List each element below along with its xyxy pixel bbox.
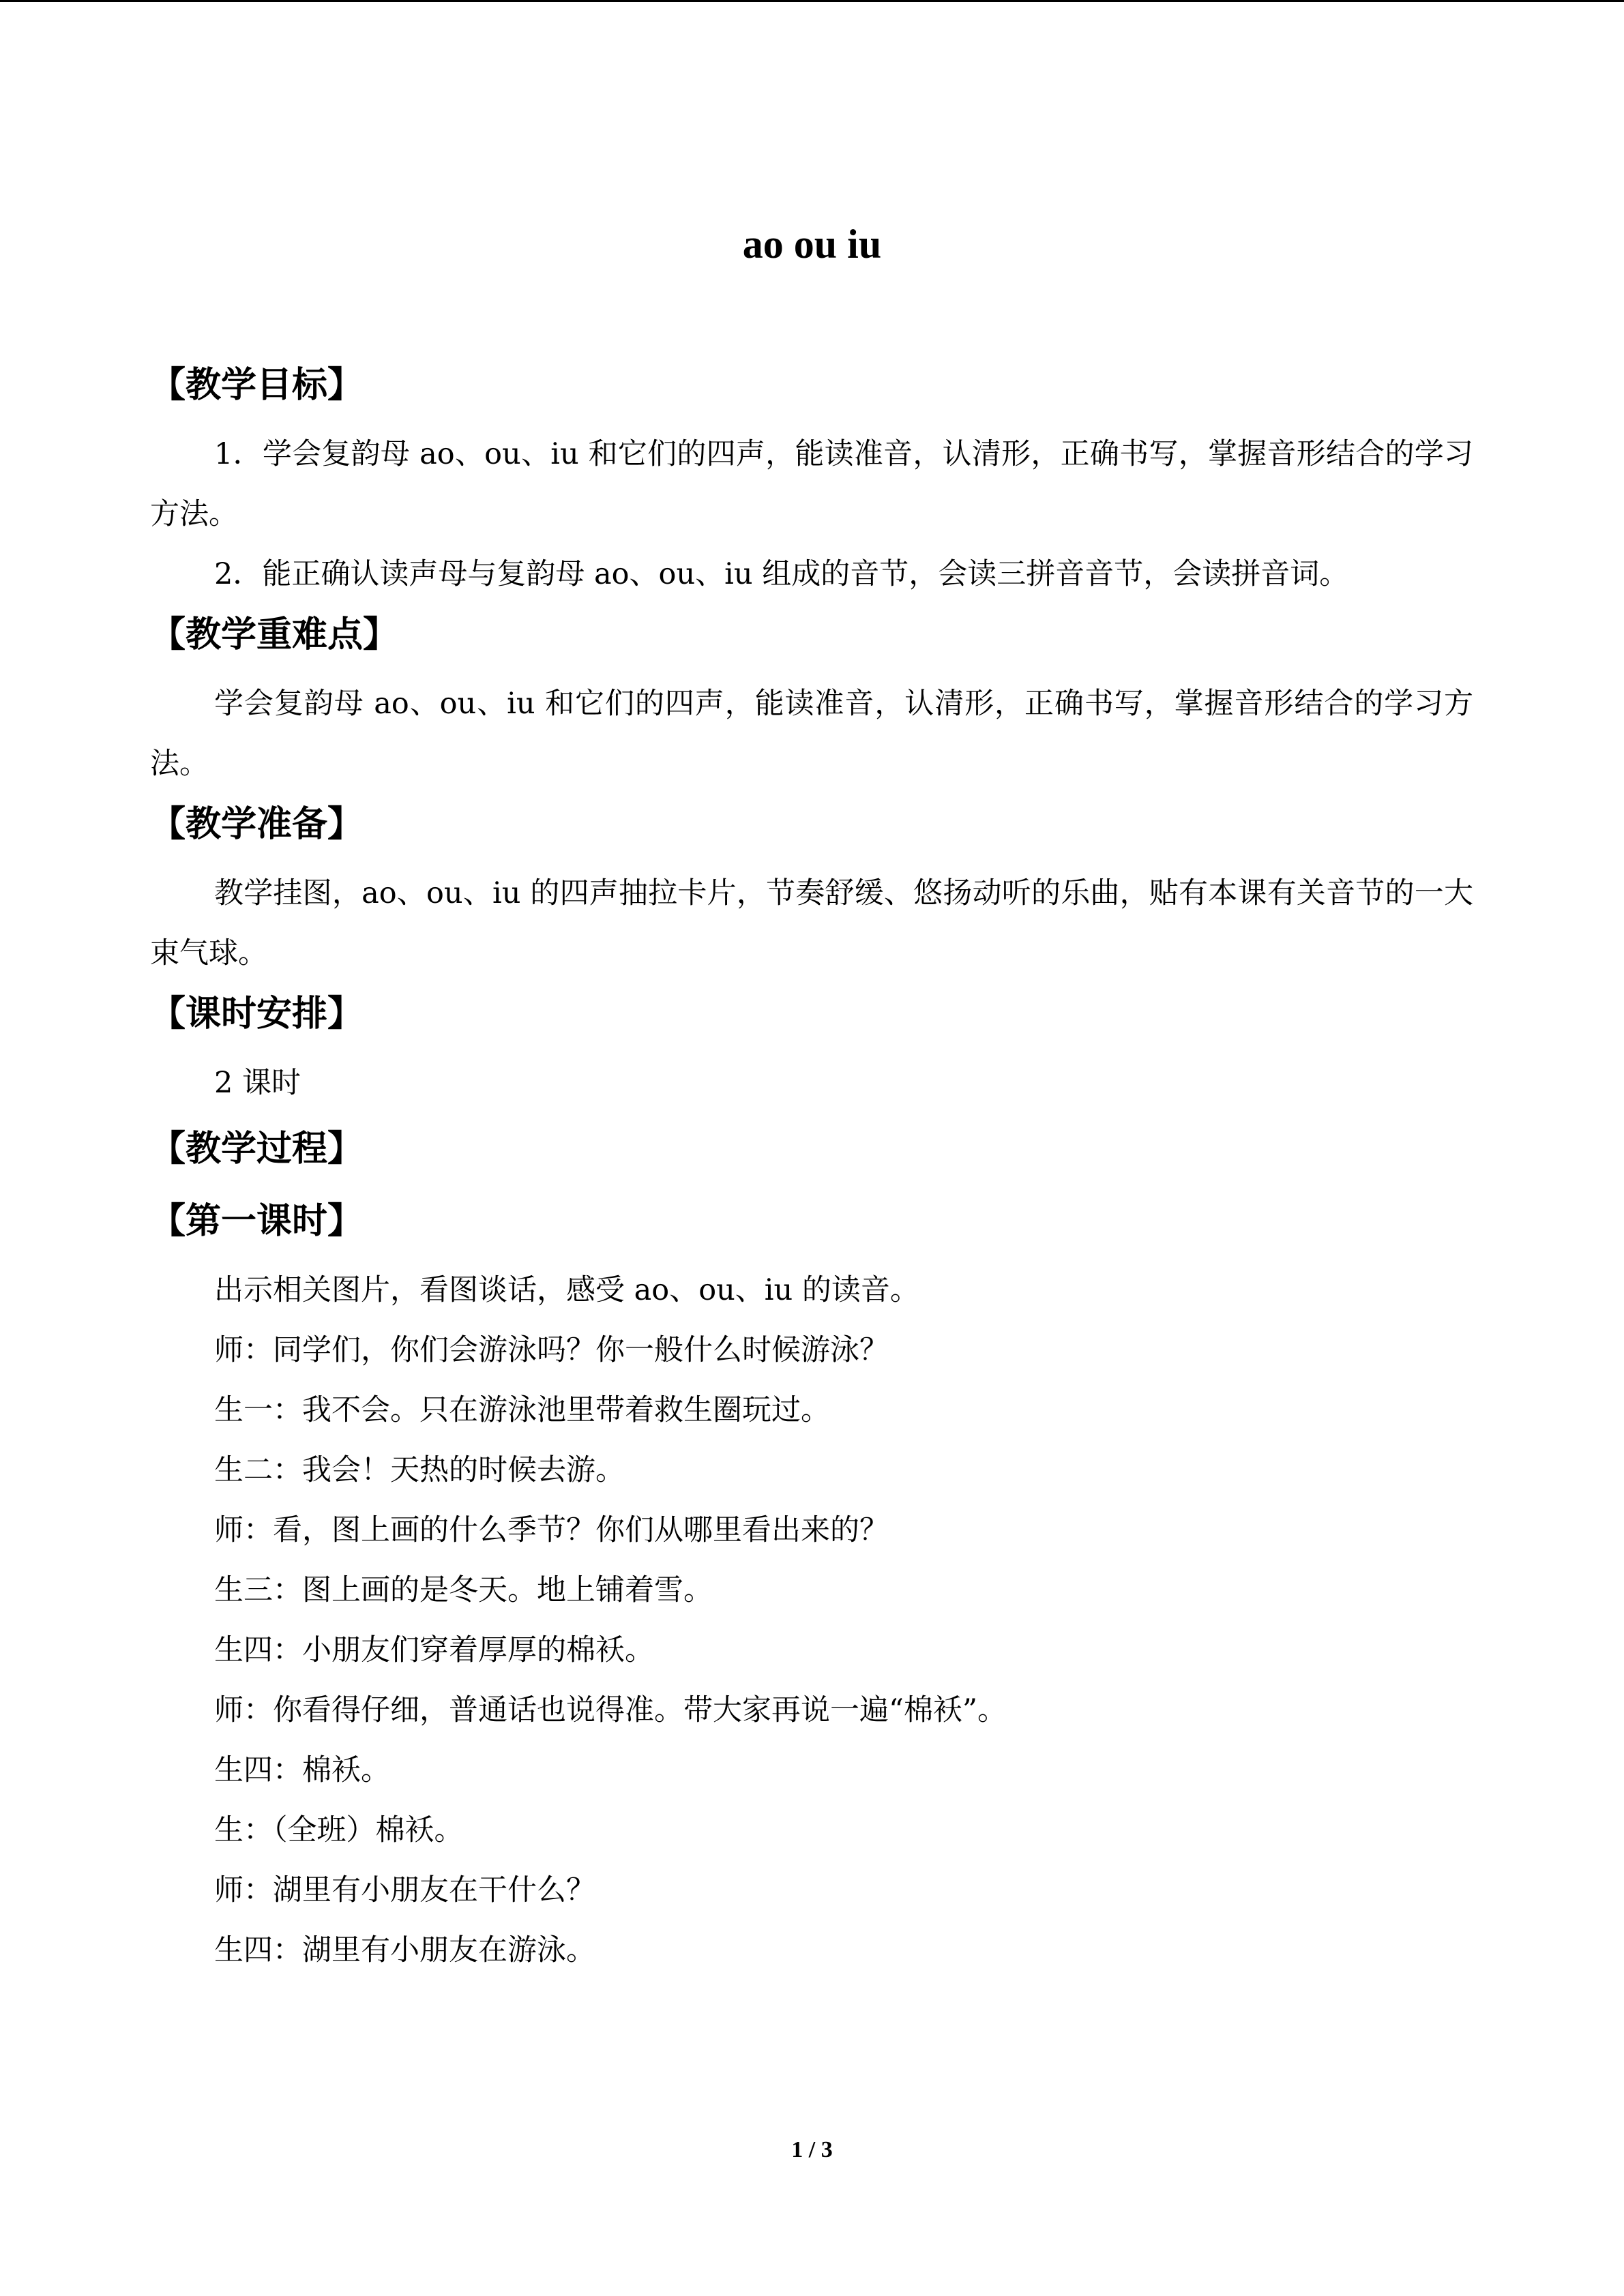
dialogue-line: 师：同学们，你们会游泳吗？你一般什么时候游泳？ xyxy=(214,1333,889,1367)
heading-key-points: 【教学重难点】 xyxy=(150,614,399,655)
dialogue-line: 生一：我不会。只在游泳池里带着救生圈玩过。 xyxy=(214,1393,830,1427)
preparation-text: 教学挂图，ao、ou、iu 的四声抽拉卡片，节奏舒缓、悠扬动听的乐曲，贴有本课有关音节的一大束气球。 xyxy=(150,876,1473,970)
dialogue-line: 师：湖里有小朋友在干什么？ xyxy=(214,1873,595,1907)
objective-item-1: 1．学会复韵母 ao、ou、iu 和它们的四声，能读准音，认清形，正确书写，掌握音形结合的学习方法。 xyxy=(150,437,1473,531)
schedule-text: 2 课时 xyxy=(214,1066,301,1100)
dialogue-line: 师：看，图上画的什么季节？你们从哪里看出来的？ xyxy=(214,1513,889,1547)
key-points-text: 学会复韵母 ao、ou、iu 和它们的四声，能读准音，认清形，正确书写，掌握音形结合的学习方法。 xyxy=(150,687,1473,781)
heading-schedule: 【课时安排】 xyxy=(150,994,364,1034)
dialogue-line: 师：你看得仔细，普通话也说得准。带大家再说一遍“棉袄”。 xyxy=(214,1693,1007,1727)
dialogue-line: 生：（全班）棉袄。 xyxy=(214,1813,464,1847)
page-number: 1 / 3 xyxy=(791,2137,833,2162)
objective-item-2: 2．能正确认读声母与复韵母 ao、ou、iu 组成的音节，会读三拼音音节，会读拼音词。 xyxy=(214,557,1349,591)
dialogue-line: 生三：图上画的是冬天。地上铺着雪。 xyxy=(214,1573,713,1607)
heading-objectives: 【教学目标】 xyxy=(150,365,364,406)
heading-preparation: 【教学准备】 xyxy=(150,804,364,845)
document-body xyxy=(150,355,1473,1980)
dialogue-line: 出示相关图片，看图谈话，感受 ao、ou、iu 的读音。 xyxy=(214,1273,919,1307)
document-title: ao ou iu xyxy=(742,222,882,267)
dialogue-line: 生四：小朋友们穿着厚厚的棉袄。 xyxy=(214,1633,654,1667)
dialogue-line: 生四：湖里有小朋友在游泳。 xyxy=(214,1933,595,1967)
heading-process: 【教学过程】 xyxy=(150,1129,364,1169)
dialogue-line: 生二：我会！天热的时候去游。 xyxy=(214,1453,625,1487)
dialogue-line: 生四：棉袄。 xyxy=(214,1753,390,1787)
heading-lesson-one: 【第一课时】 xyxy=(150,1201,364,1242)
